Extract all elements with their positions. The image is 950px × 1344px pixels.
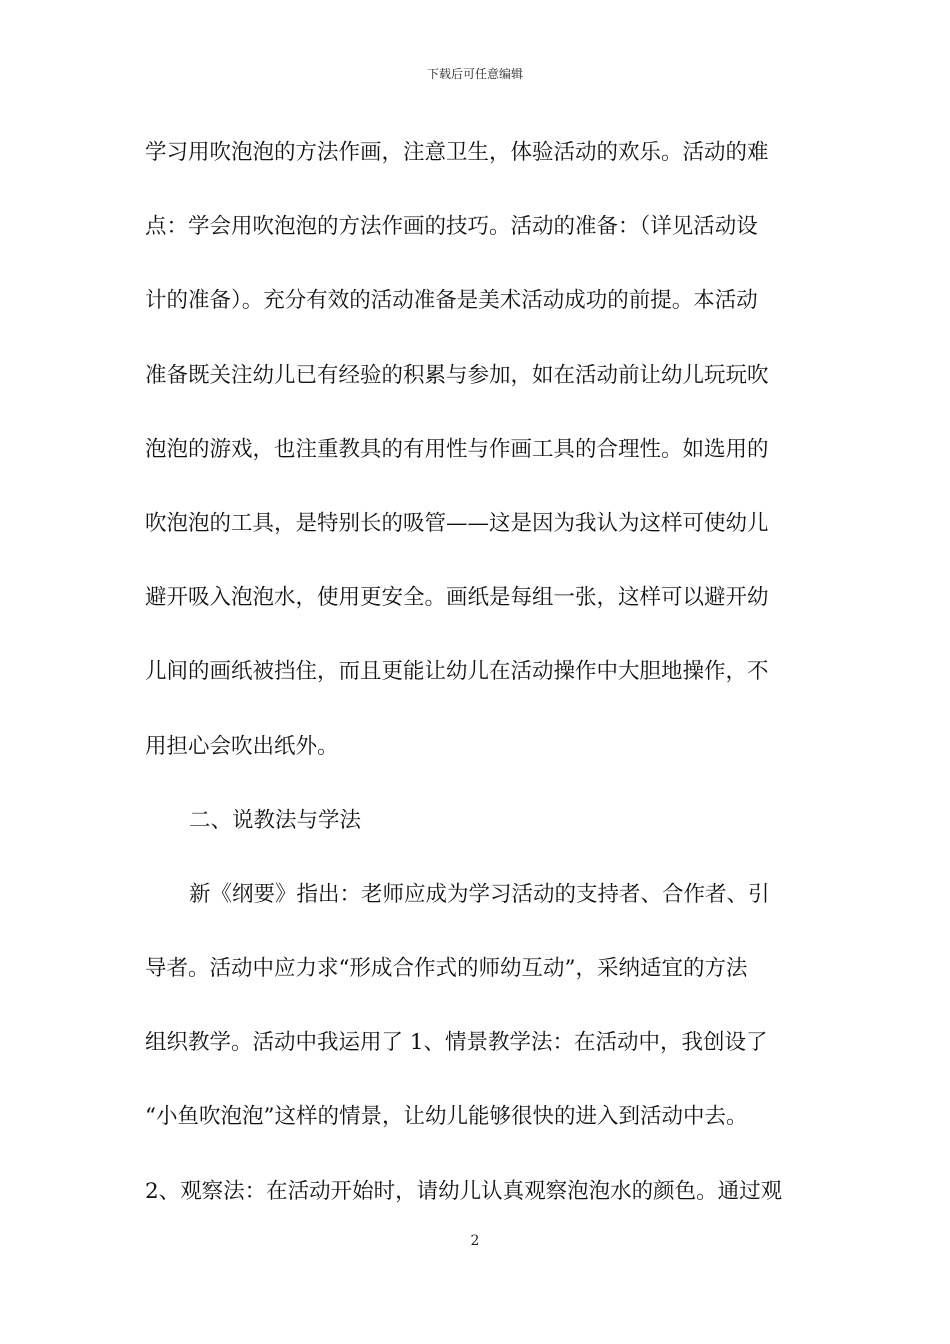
page-header: 下载后可任意编辑 [426,67,523,81]
text-line: 导者。活动中应力求“形成合作式的师幼互动”，采纳适宜的方法 [145,956,748,982]
document-body [145,126,825,1239]
text-line: 泡泡的游戏，也注重教具的有用性与作画工具的合理性。如选用的 [145,436,769,462]
text-line: 学习用吹泡泡的方法作画，注意卫生，体验活动的欢乐。活动的难 [145,140,769,165]
text-line: 避开吸入泡泡水，使用更安全。画纸是每组一张，这样可以避开幼 [145,585,769,611]
text-line: 组织教学。活动中我运用了 1、情景教学法：在活动中，我创设了 [145,1030,768,1056]
text-line: 计的准备）。充分有效的活动准备是美术活动成功的前提。本活动 [145,288,758,314]
text-line: 儿间的画纸被挡住，而且更能让幼儿在活动操作中大胆地操作，不 [145,659,769,685]
text-line: 准备既关注幼儿已有经验的积累与参加，如在活动前让幼儿玩玩吹 [145,362,769,388]
section-heading: 二、说教法与学法 [189,807,362,833]
text-line: 吹泡泡的工具，是特别长的吸管——这是因为我认为这样可使幼儿 [145,510,769,536]
text-line: 新《纲要》指出：老师应成为学习活动的支持者、合作者、引 [189,881,770,907]
text-line: 点：学会用吹泡泡的方法作画的技巧。活动的准备：（详见活动设 [145,214,758,240]
text-line: 用担心会吹出纸外。 [145,733,339,759]
page-number: 2 [470,1233,480,1249]
text-line: 2、观察法：在活动开始时，请幼儿认真观察泡泡水的颜色。通过观 [145,1178,783,1204]
text-line: “小鱼吹泡泡”这样的情景，让幼儿能够很快的进入到活动中去。 [145,1104,748,1130]
